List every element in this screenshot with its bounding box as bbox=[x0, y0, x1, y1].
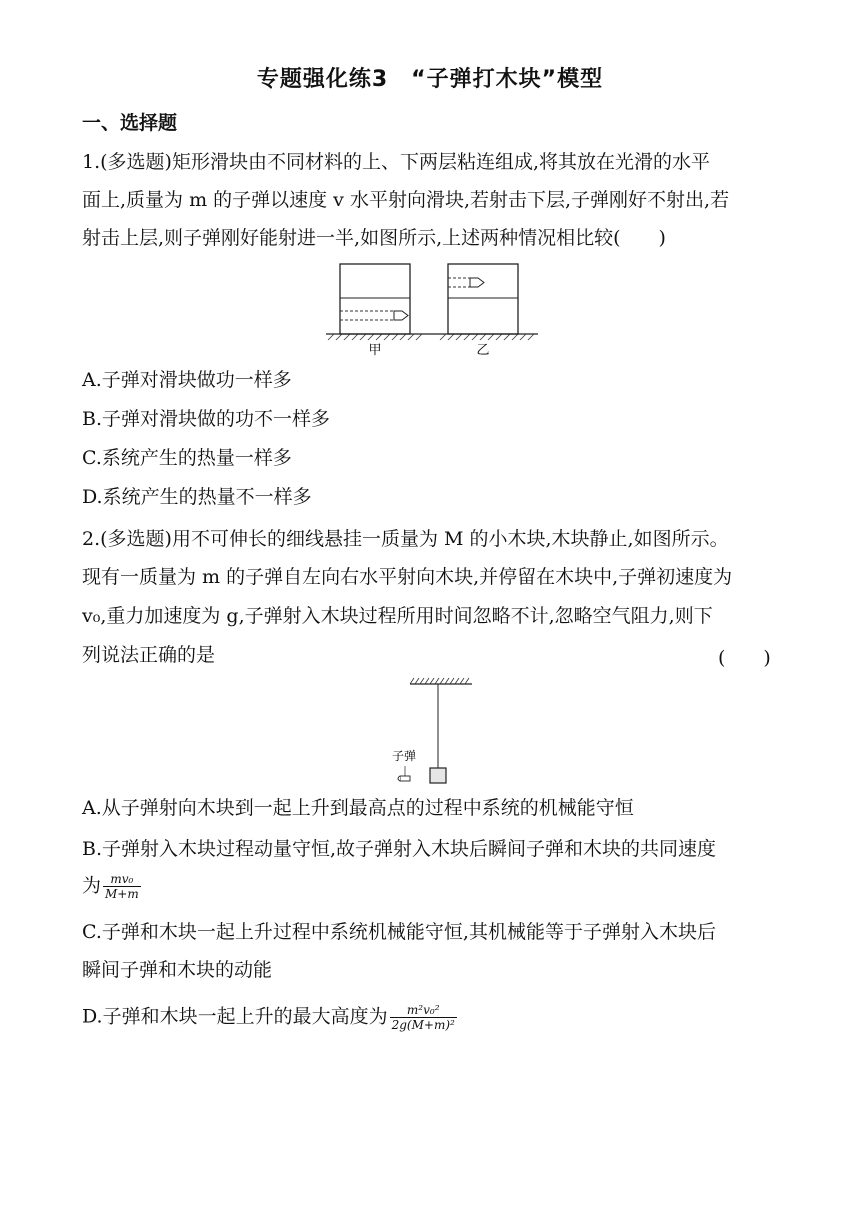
q2-option-b-line-1: B.子弹射入木块过程动量守恒,故子弹射入木块后瞬间子弹和木块的共同速度 bbox=[82, 838, 717, 860]
fraction-denominator: M+m bbox=[105, 887, 139, 901]
q2-option-b-prefix: 为 bbox=[82, 874, 102, 897]
fraction-denominator: 2g(M+m)² bbox=[391, 1018, 455, 1032]
q2-line-2: 现有一质量为 m 的子弹自左向右水平射向木块,并停留在木块中,子弹初速度为 bbox=[82, 566, 733, 588]
q2-option-b-line-2 bbox=[82, 872, 141, 901]
section-heading: 一、选择题 bbox=[82, 112, 178, 134]
q2-figure bbox=[380, 676, 490, 788]
bullet bbox=[398, 766, 410, 781]
q2-option-c-line-1: C.子弹和木块一起上升过程中系统机械能守恒,其机械能等于子弹射入木块后 bbox=[82, 921, 716, 943]
q2-line-1: 2.(多选题)用不可伸长的细线悬挂一质量为 M 的小木块,木块静止,如图所示。 bbox=[82, 528, 729, 550]
page-title: 专题强化练3 “子弹打木块”模型 bbox=[256, 67, 604, 92]
q2-line-3: v₀,重力加速度为 g,子弹射入木块过程所用时间忽略不计,忽略空气阻力,则下 bbox=[82, 605, 713, 627]
q2-option-d bbox=[82, 1003, 457, 1032]
q2-answer-blank: ( ) bbox=[718, 647, 771, 669]
fraction-numerator: m²v₀² bbox=[390, 1003, 457, 1018]
q1-option-d: D.系统产生的热量不一样多 bbox=[82, 486, 312, 508]
q1-line-1: 1.(多选题)矩形滑块由不同材料的上、下两层粘连组成,将其放在光滑的水平 bbox=[82, 151, 710, 173]
q2-option-a: A.从子弹射向木块到一起上升到最高点的过程中系统的机械能守恒 bbox=[82, 797, 634, 819]
wood-block bbox=[430, 768, 446, 783]
q2-option-d-fraction bbox=[390, 1003, 457, 1032]
bullet-label: 子弹 bbox=[391, 749, 417, 763]
q2-line-4: 列说法正确的是 bbox=[82, 644, 216, 666]
q2-option-d-prefix: D.子弹和木块一起上升的最大高度为 bbox=[82, 1005, 388, 1028]
figure-label-jia: 甲 bbox=[368, 343, 382, 358]
q1-option-c: C.系统产生的热量一样多 bbox=[82, 447, 292, 469]
q1-figure bbox=[320, 258, 550, 358]
bullet-track-lower bbox=[340, 311, 408, 320]
q1-line-3: 射击上层,则子弹刚好能射进一半,如图所示,上述两种情况相比较( ) bbox=[82, 227, 666, 249]
q2-option-b-fraction bbox=[103, 872, 141, 901]
bullet-track-upper bbox=[448, 278, 484, 287]
figure-label-yi: 乙 bbox=[476, 343, 490, 358]
q1-option-b: B.子弹对滑块做的功不一样多 bbox=[82, 408, 331, 430]
q1-line-2: 面上,质量为 m 的子弹以速度 v 水平射向滑块,若射击下层,子弹刚好不射出,若 bbox=[82, 189, 730, 211]
fraction-numerator: mv₀ bbox=[103, 872, 141, 887]
q1-option-a: A.子弹对滑块做功一样多 bbox=[82, 369, 292, 391]
q2-option-c-line-2: 瞬间子弹和木块的动能 bbox=[82, 959, 273, 981]
